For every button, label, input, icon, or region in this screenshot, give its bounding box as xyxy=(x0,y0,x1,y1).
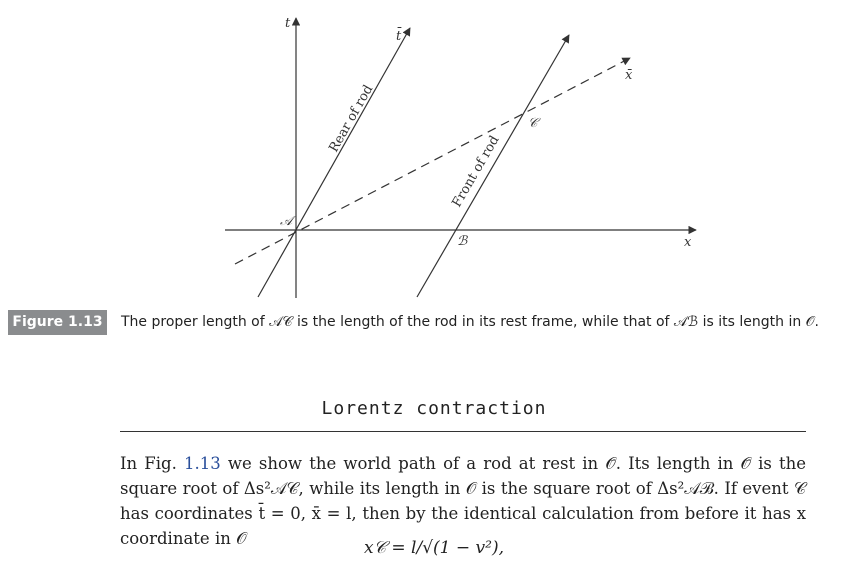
body-text-start: In Fig. xyxy=(120,454,184,473)
event-a-label: 𝒜 xyxy=(280,214,293,229)
x-axis-label: x xyxy=(684,235,692,250)
event-c-label: 𝒞 xyxy=(528,116,538,131)
length-equation: x𝒞 = l/√(1 − v²), xyxy=(364,538,504,558)
rear-of-rod-label: Rear of rod xyxy=(326,82,377,155)
rear-of-rod-line xyxy=(258,28,410,297)
body-paragraph xyxy=(120,451,806,551)
section-rule xyxy=(120,431,806,432)
x-bar-axis xyxy=(235,58,630,264)
figure-caption: The proper length of 𝒜𝒞 is the length of the rod in its rest frame, while that of 𝒜ℬ is its length in 𝒪. xyxy=(121,314,819,330)
figure-badge: Figure 1.13 xyxy=(8,310,107,335)
t-bar-axis-label: t̄ xyxy=(396,29,402,44)
section-title: Lorentz contraction xyxy=(321,398,547,419)
event-b-label: ℬ xyxy=(457,234,468,249)
x-bar-axis-label: x̄ xyxy=(625,68,633,83)
t-axis-label: t xyxy=(285,16,291,31)
body-text-rest: we show the world path of a rod at rest in 𝒪̄. Its length in 𝒪̄ is the square root of Δs²𝒜𝒞, while its length in 𝒪 is the square root of Δs²𝒜ℬ. If event 𝒞 has coordinates t̄ = 0, x̄ = l, then by the identical calculation from before it has x coordinate in 𝒪 xyxy=(120,454,806,548)
front-of-rod-line xyxy=(417,35,569,297)
figure-reference-link[interactable]: 1.13 xyxy=(183,454,221,473)
front-of-rod-label: Front of rod xyxy=(449,133,503,211)
